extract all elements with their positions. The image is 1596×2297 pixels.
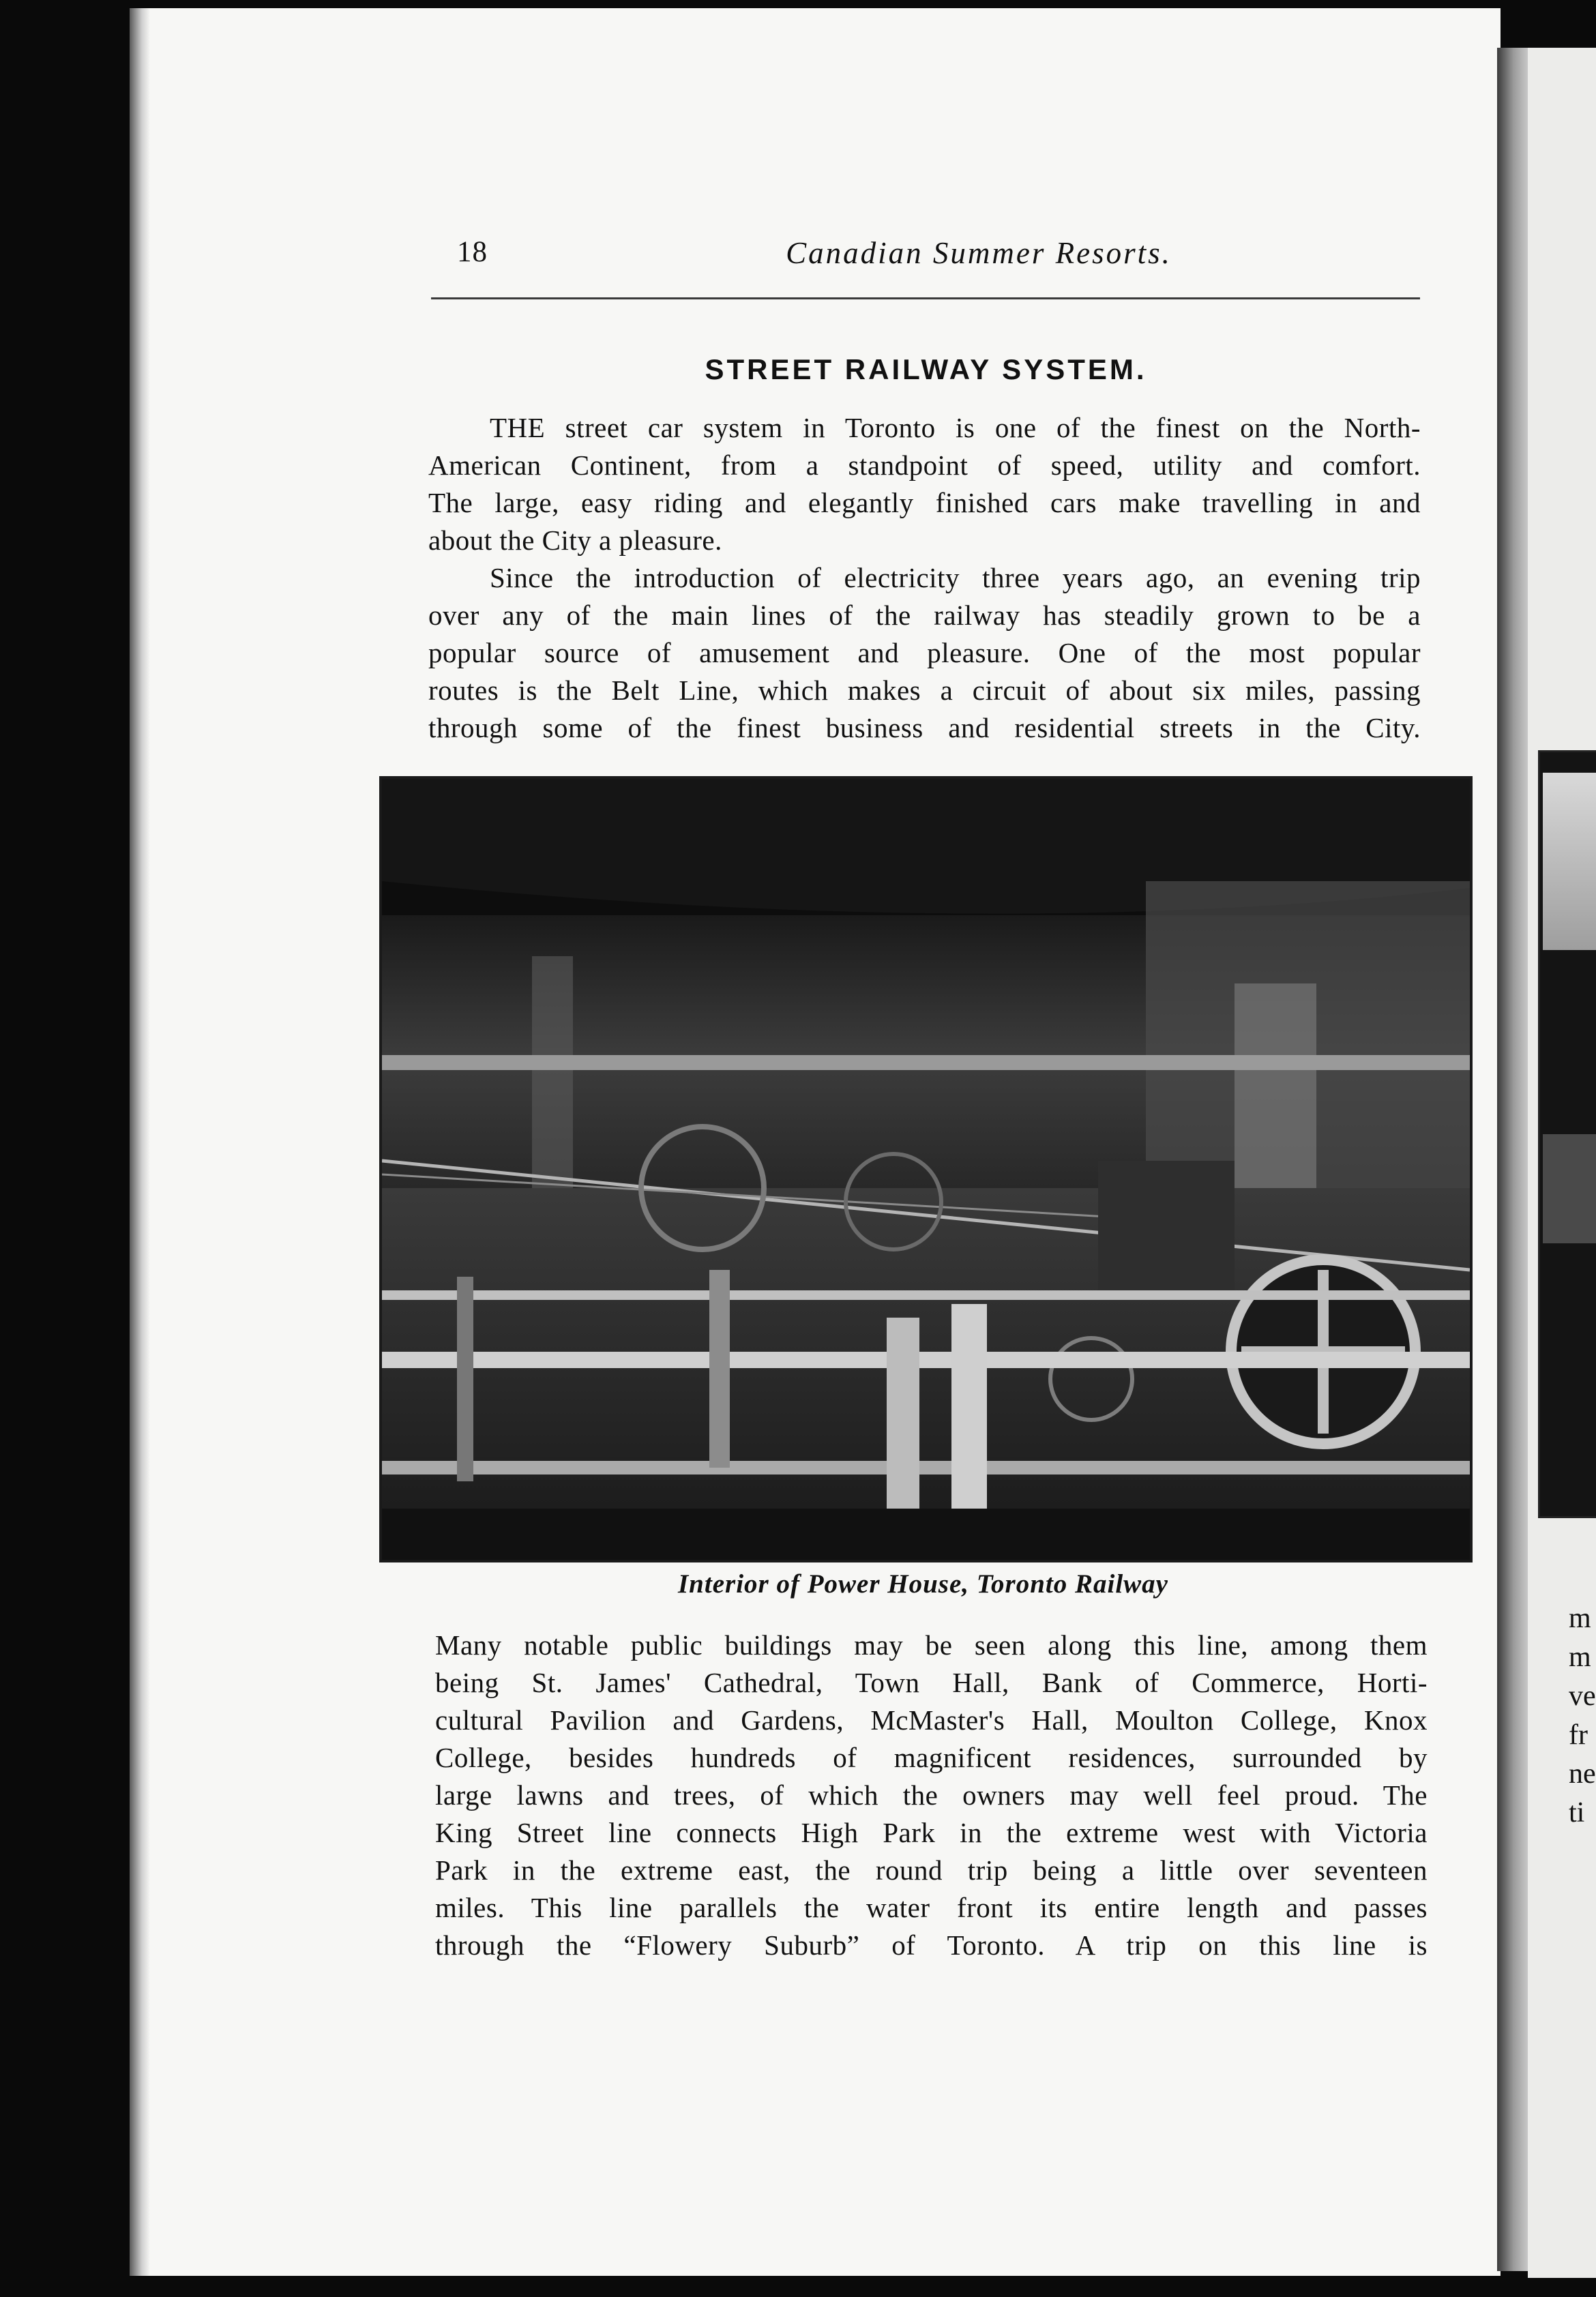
adjacent-page-text: m m ve fr ne ti	[1569, 1603, 1596, 1828]
photo-illustration	[382, 779, 1470, 1560]
text-line: through the “Flowery Suburb” of Toronto. A trip on this line is	[435, 1929, 1428, 1961]
text-line: American Continent, from a standpoint of speed, utility and comfort.	[428, 449, 1421, 481]
text-line: routes is the Belt Line, which makes a circuit of about six miles, passing	[428, 675, 1421, 706]
text-line: Many notable public buildings may be seen along this line, among them	[435, 1629, 1428, 1661]
text-line: miles. This line parallels the water front its entire length and passes	[435, 1892, 1428, 1923]
text-line: popular source of amusement and pleasure. One of the most popular	[428, 637, 1421, 668]
text-line: The large, easy riding and elegantly finished cars make travelling in and	[428, 487, 1421, 518]
page-edge-shadow	[130, 8, 150, 2276]
text-line: cultural Pavilion and Gardens, McMaster's Hall, Moulton College, Knox	[435, 1704, 1428, 1736]
paragraph-2	[428, 559, 1421, 747]
power-house-photograph	[379, 776, 1473, 1562]
header-rule	[431, 297, 1420, 299]
figure-caption: Interior of Power House, Toronto Railway	[678, 1569, 1168, 1599]
text-line: being St. James' Cathedral, Town Hall, Bank of Commerce, Horti-	[435, 1667, 1428, 1698]
text-line: Since the introduction of electricity three years ago, an evening trip	[490, 562, 1421, 593]
text-line: about the City a pleasure.	[428, 524, 722, 556]
text-line: large lawns and trees, of which the owners may well feel proud. The	[435, 1779, 1428, 1811]
running-title: Canadian Summer Resorts.	[786, 236, 1172, 270]
paragraph-1	[428, 409, 1421, 559]
adjacent-page-photo	[1538, 750, 1596, 1518]
running-head	[457, 235, 1419, 276]
page-number: 18	[457, 236, 488, 268]
section-title: STREET RAILWAY SYSTEM.	[705, 353, 1147, 385]
text-line: King Street line connects High Park in the extreme west with Victoria	[435, 1817, 1428, 1848]
scan-border-left	[0, 0, 133, 2297]
text-line: College, besides hundreds of magnificent residences, surrounded by	[435, 1742, 1428, 1773]
text-line: THE street car system in Toronto is one of the finest on the North-	[490, 412, 1421, 443]
paragraph-3	[435, 1627, 1428, 1964]
text-line: through some of the finest business and residential streets in the City.	[428, 712, 1421, 743]
text-line: over any of the main lines of the railway has steadily grown to be a	[428, 599, 1421, 631]
text-line: Park in the extreme east, the round trip being a little over seventeen	[435, 1854, 1428, 1886]
